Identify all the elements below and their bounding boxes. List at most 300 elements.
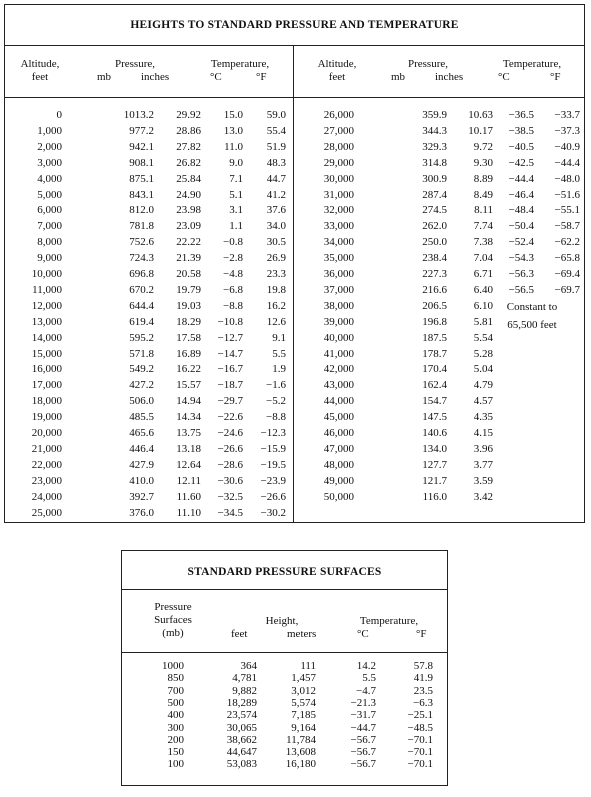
table-cell: 15.57 <box>176 379 201 392</box>
pressure-mb-header: mb <box>97 71 112 83</box>
table-cell: −33.7 <box>554 109 580 121</box>
table-cell: 5.1 <box>229 188 243 201</box>
table-cell: 10,000 <box>31 268 62 280</box>
table-cell: 16,000 <box>31 363 62 376</box>
table-cell: 9,000 <box>37 252 62 265</box>
table-cell: −65.8 <box>554 252 580 265</box>
table-cell: −58.7 <box>554 220 580 233</box>
table-cell: 427.9 <box>129 458 154 471</box>
pressure-header-line1: Pressure, <box>114 58 156 70</box>
table-cell: 16.2 <box>266 299 286 312</box>
table-cell: 13.18 <box>176 442 201 455</box>
table-cell: −6.8 <box>223 283 243 296</box>
table-cell: −48.5 <box>407 721 433 734</box>
table-cell: 39,000 <box>323 315 354 328</box>
table-cell: 20.58 <box>176 268 201 280</box>
table-cell: 5.81 <box>473 315 493 328</box>
table-cell: 27.82 <box>176 140 201 153</box>
table-cell: −10.8 <box>217 315 243 328</box>
table-cell: 6.71 <box>473 268 493 280</box>
table-cell: 238.4 <box>422 252 447 265</box>
table-cell: 9,164 <box>291 721 316 734</box>
heights-table <box>4 4 585 523</box>
table-cell: 7.04 <box>473 252 493 265</box>
temperature-header-right: Temperature, <box>502 58 562 70</box>
table-cell: 41.2 <box>266 188 286 201</box>
table-cell: 140.6 <box>422 427 447 439</box>
table-cell: −14.7 <box>217 347 243 360</box>
table-cell: −44.4 <box>508 172 534 185</box>
table-cell: 34.0 <box>266 220 286 233</box>
table-cell: −51.6 <box>554 188 580 201</box>
table-cell: 13.75 <box>176 427 201 439</box>
table-cell: 111 <box>300 660 316 672</box>
table-cell: 446.4 <box>129 442 154 455</box>
surfaces-title-divider <box>122 589 447 590</box>
pressure-inches-header: inches <box>141 71 170 83</box>
table-cell: 41.9 <box>413 672 433 685</box>
surfaces-pressure-line1: Pressure <box>154 601 192 613</box>
table-cell: 287.4 <box>422 188 447 201</box>
table-cell: 53,083 <box>226 758 257 771</box>
pressure-inches-header-right: inches <box>435 71 464 83</box>
table-cell: 465.6 <box>129 427 154 439</box>
table-cell: 595.2 <box>129 331 154 344</box>
surfaces-temp-c-header: °C <box>357 628 369 640</box>
table-cell: −4.7 <box>356 684 376 697</box>
table-cell: 619.4 <box>129 315 154 328</box>
table-cell: −52.4 <box>508 236 534 249</box>
table-cell: −29.7 <box>217 395 243 408</box>
table-cell: 31,000 <box>323 188 354 201</box>
table-cell: 16.89 <box>176 347 201 360</box>
table-cell: −31.7 <box>350 709 376 722</box>
table-cell: 38,000 <box>323 299 354 312</box>
table-cell: 11.60 <box>176 490 201 503</box>
table-cell: 23.3 <box>266 268 286 280</box>
table-cell: 15.0 <box>223 109 243 121</box>
table-cell: 670.2 <box>129 283 154 296</box>
table-cell: 200 <box>167 733 184 746</box>
table-cell: 25.84 <box>176 172 201 185</box>
table-cell: 121.7 <box>422 474 447 487</box>
table-cell: 46,000 <box>323 427 354 439</box>
table-cell: 48.3 <box>266 156 286 169</box>
table-cell: 26,000 <box>323 109 354 121</box>
table-cell: −44.7 <box>350 721 376 734</box>
table-cell: 427.2 <box>129 379 154 392</box>
constant-note-line1: Constant to <box>506 301 558 313</box>
table-cell: 32,000 <box>323 204 354 217</box>
table-cell: 17.58 <box>176 331 201 344</box>
table-cell: 55.4 <box>266 124 286 137</box>
temperature-c-header: °C <box>210 71 222 83</box>
table-cell: 329.3 <box>422 140 447 153</box>
table-cell: 18.29 <box>176 315 201 328</box>
table-cell: 178.7 <box>422 347 447 360</box>
table-cell: −26.6 <box>260 490 286 503</box>
table-cell: 45,000 <box>323 411 354 424</box>
table-cell: 10.17 <box>468 124 493 137</box>
table-cell: 11,000 <box>32 283 62 296</box>
table-cell: −18.7 <box>217 379 243 392</box>
table-cell: 6.40 <box>473 283 493 296</box>
table-cell: −4.8 <box>223 268 243 280</box>
table-cell: 400 <box>167 709 184 722</box>
table-cell: 4.35 <box>473 411 493 424</box>
table-cell: 147.5 <box>422 411 447 424</box>
table-cell: −6.3 <box>413 696 433 709</box>
table-cell: 57.8 <box>413 660 433 672</box>
table-cell: −38.5 <box>508 124 534 137</box>
table-cell: 50,000 <box>323 490 354 503</box>
table-cell: 12.64 <box>176 458 201 471</box>
table-cell: 1013.2 <box>123 109 154 121</box>
table-cell: 21.39 <box>176 252 201 265</box>
table-cell: 250.0 <box>422 236 447 249</box>
table-cell: 8.49 <box>473 188 493 201</box>
table-cell: −12.3 <box>260 427 286 439</box>
table-cell: −56.7 <box>350 733 376 746</box>
table-cell: −69.4 <box>554 268 580 280</box>
temperature-f-header-right: °F <box>550 71 561 83</box>
table-cell: 28.86 <box>176 124 201 137</box>
table-cell: 14,000 <box>31 331 62 344</box>
header-divider <box>5 97 584 98</box>
table-cell: −40.9 <box>554 140 580 153</box>
table-cell: 7.74 <box>473 220 493 233</box>
table-cell: 35,000 <box>323 252 354 265</box>
table-cell: 3.96 <box>473 442 493 455</box>
table-cell: 11,784 <box>286 733 316 746</box>
table-cell: 216.6 <box>422 283 447 296</box>
table-cell: 3,000 <box>37 156 62 169</box>
table-cell: 9,882 <box>232 684 257 697</box>
table-cell: −22.6 <box>217 411 243 424</box>
table-cell: 4,000 <box>37 172 62 185</box>
surfaces-temperature-header: Temperature, <box>359 615 419 627</box>
table-cell: −37.3 <box>554 124 580 137</box>
table-cell: 100 <box>167 758 184 771</box>
table-cell: 10.63 <box>468 109 493 121</box>
table-cell: 5,000 <box>37 188 62 201</box>
table-cell: 47,000 <box>323 442 354 455</box>
table-cell: 8.89 <box>473 172 493 185</box>
table-cell: 48,000 <box>323 458 354 471</box>
table-cell: −21.3 <box>350 696 376 709</box>
table-cell: 977.2 <box>129 124 154 137</box>
table-cell: 44.7 <box>266 172 286 185</box>
surfaces-pressure-line3: (mb) <box>162 627 184 639</box>
table-cell: 1,457 <box>291 672 316 685</box>
table-cell: 4.79 <box>473 379 493 392</box>
table-cell: 33,000 <box>323 220 354 233</box>
table-cell: 19.79 <box>176 283 201 296</box>
table-cell: 227.3 <box>422 268 447 280</box>
table-cell: 15,000 <box>31 347 62 360</box>
table-cell: −54.3 <box>508 252 534 265</box>
table-cell: 17,000 <box>31 379 62 392</box>
table-cell: −70.1 <box>407 758 433 771</box>
table-cell: 51.9 <box>266 140 286 153</box>
surfaces-meters-header: meters <box>287 628 317 640</box>
table-cell: 1.9 <box>272 363 286 376</box>
table-cell: 38,662 <box>226 733 257 746</box>
table-cell: 127.7 <box>422 458 447 471</box>
table-cell: 42,000 <box>323 363 354 376</box>
table-cell: 170.4 <box>422 363 447 376</box>
surfaces-pressure-line2: Surfaces <box>154 614 192 626</box>
table-cell: 4.57 <box>473 395 493 408</box>
table-cell: 850 <box>167 672 184 685</box>
table-cell: 30.5 <box>266 236 286 249</box>
table-cell: 23,574 <box>226 709 257 722</box>
table-cell: 59.0 <box>266 109 286 121</box>
table-cell: 812.0 <box>129 204 154 217</box>
altitude-header-right <box>307 58 367 84</box>
table-cell: 36,000 <box>323 268 354 280</box>
table-cell: 13,608 <box>285 746 316 759</box>
table-cell: 3.59 <box>473 474 493 487</box>
table-cell: 3,012 <box>291 684 316 697</box>
table-cell: 154.7 <box>422 395 447 408</box>
table-cell: −24.6 <box>217 427 243 439</box>
table-cell: 571.8 <box>129 347 154 360</box>
table-cell: 724.3 <box>129 252 154 265</box>
table-cell: 274.5 <box>422 204 447 217</box>
table-cell: 22.22 <box>176 236 201 249</box>
table-cell: 26.82 <box>176 156 201 169</box>
table-cell: 376.0 <box>129 506 154 519</box>
table-cell: 485.5 <box>129 411 154 424</box>
table-cell: 1,000 <box>37 124 62 137</box>
table-cell: 49,000 <box>323 474 354 487</box>
table-cell: 6.10 <box>473 299 493 312</box>
table-cell: −16.7 <box>217 363 243 376</box>
table-cell: −42.5 <box>508 156 534 169</box>
table-cell: 14.2 <box>356 660 376 672</box>
table-cell: 24.90 <box>176 188 201 201</box>
constant-note-line2: 65,500 feet <box>507 319 557 331</box>
table-cell: 26.9 <box>266 252 286 265</box>
table-cell: 41,000 <box>323 347 354 360</box>
pressure-mb-header-right: mb <box>391 71 406 83</box>
table-cell: 21,000 <box>31 442 62 455</box>
table-cell: 875.1 <box>129 172 154 185</box>
table-cell: 23.98 <box>176 204 201 217</box>
table-cell: 364 <box>240 660 257 672</box>
table-cell: 206.5 <box>422 299 447 312</box>
table-cell: −25.1 <box>407 709 433 722</box>
table-cell: 187.5 <box>422 331 447 344</box>
table-cell: 700 <box>167 684 184 697</box>
table-cell: 3.1 <box>229 204 243 217</box>
table-cell: 7.38 <box>473 236 493 249</box>
table-cell: 5.28 <box>473 347 493 360</box>
table-cell: 44,000 <box>323 395 354 408</box>
table-cell: 2,000 <box>37 140 62 153</box>
temperature-header: Temperature, <box>210 58 270 70</box>
table-cell: 11.10 <box>176 506 201 519</box>
heights-table-title: HEIGHTS TO STANDARD PRESSURE AND TEMPERATURE <box>130 19 459 31</box>
table-cell: −26.6 <box>217 442 243 455</box>
table-cell: −56.5 <box>508 283 534 296</box>
table-cell: −44.4 <box>554 156 580 169</box>
table-cell: 19.8 <box>266 283 286 296</box>
table-cell: −50.4 <box>508 220 534 233</box>
table-cell: 5.04 <box>473 363 493 376</box>
table-cell: −32.5 <box>217 490 243 503</box>
altitude-header-line1: Altitude, <box>20 58 60 70</box>
table-cell: −0.8 <box>223 236 243 249</box>
table-cell: 549.2 <box>129 363 154 376</box>
table-cell: 644.4 <box>129 299 154 312</box>
table-cell: 4,781 <box>232 672 257 685</box>
table-cell: 11.0 <box>224 140 243 153</box>
table-cell: −56.3 <box>508 268 534 280</box>
table-cell: 40,000 <box>323 331 354 344</box>
altitude-header-line2: feet <box>31 71 49 83</box>
table-cell: 30,000 <box>323 172 354 185</box>
table-cell: 7,185 <box>291 709 316 722</box>
table-cell: 18,000 <box>31 395 62 408</box>
table-cell: −19.5 <box>260 458 286 471</box>
table-cell: 8.11 <box>474 204 493 217</box>
table-cell: −34.5 <box>217 506 243 519</box>
table-cell: 12.6 <box>266 315 286 328</box>
table-cell: −56.7 <box>350 758 376 771</box>
table-cell: −2.8 <box>223 252 243 265</box>
table-cell: 19.03 <box>176 299 201 312</box>
table-cell: 5.5 <box>272 347 286 360</box>
temperature-c-header-right: °C <box>498 71 510 83</box>
table-cell: 300.9 <box>422 172 447 185</box>
altitude-header-right-line2: feet <box>328 71 346 83</box>
table-cell: 843.1 <box>129 188 154 201</box>
table-cell: 23,000 <box>31 474 62 487</box>
table-cell: 9.1 <box>272 331 286 344</box>
table-cell: −48.4 <box>508 204 534 217</box>
table-cell: 7.1 <box>229 172 243 185</box>
table-cell: −56.7 <box>350 746 376 759</box>
surfaces-header-divider <box>122 652 447 653</box>
table-cell: 5.5 <box>362 672 376 685</box>
table-cell: −40.5 <box>508 140 534 153</box>
table-cell: 506.0 <box>129 395 154 408</box>
table-cell: 196.8 <box>422 315 447 328</box>
table-cell: 5,574 <box>291 696 316 709</box>
table-cell: 25,000 <box>31 506 62 519</box>
table-cell: −69.7 <box>554 283 580 296</box>
table-cell: 37.6 <box>266 204 286 217</box>
table-cell: −62.2 <box>554 236 580 249</box>
table-cell: 134.0 <box>422 442 447 455</box>
pressure-header <box>85 58 185 71</box>
surfaces-temp-f-header: °F <box>416 628 427 640</box>
table-cell: 5.54 <box>473 331 493 344</box>
table-cell: 1.1 <box>229 220 243 233</box>
table-cell: 16,180 <box>285 758 316 771</box>
table-cell: 14.34 <box>176 411 201 424</box>
table-cell: 12.11 <box>176 474 201 487</box>
table-cell: 29.92 <box>176 109 201 121</box>
table-cell: 3.77 <box>473 458 493 471</box>
table-cell: 24,000 <box>31 490 62 503</box>
table-cell: 7,000 <box>37 220 62 233</box>
table-cell: 9.72 <box>473 140 493 153</box>
table-cell: 3.42 <box>473 490 493 503</box>
surfaces-height-header: Height, <box>265 615 299 627</box>
table-cell: 359.9 <box>422 109 447 121</box>
table-cell: −55.1 <box>554 204 580 217</box>
altitude-header-right-line1: Altitude, <box>317 58 357 70</box>
table-cell: 752.6 <box>129 236 154 249</box>
table-cell: 162.4 <box>422 379 447 392</box>
table-cell: 0 <box>56 109 62 121</box>
table-cell: 22,000 <box>31 458 62 471</box>
table-cell: −70.1 <box>407 733 433 746</box>
table-cell: −36.5 <box>508 109 534 121</box>
table-cell: 34,000 <box>323 236 354 249</box>
table-cell: 16.22 <box>176 363 201 376</box>
table-cell: 37,000 <box>323 283 354 296</box>
table-cell: 392.7 <box>129 490 154 503</box>
table-cell: 27,000 <box>323 124 354 137</box>
temperature-f-header: °F <box>256 71 267 83</box>
table-cell: −46.4 <box>508 188 534 201</box>
table-cell: −12.7 <box>217 331 243 344</box>
table-cell: 500 <box>167 696 184 709</box>
table-cell: 8,000 <box>37 236 62 249</box>
table-cell: 150 <box>167 746 184 759</box>
table-cell: 19,000 <box>31 411 62 424</box>
table-cell: 44,647 <box>226 746 257 759</box>
table-cell: 30,065 <box>226 721 257 734</box>
table-cell: −70.1 <box>407 746 433 759</box>
table-cell: −1.6 <box>266 379 286 392</box>
table-cell: 9.0 <box>229 156 243 169</box>
table-cell: 942.1 <box>129 140 154 153</box>
table-cell: 410.0 <box>129 474 154 487</box>
table-cell: 300 <box>167 721 184 734</box>
table-cell: 344.3 <box>422 124 447 137</box>
table-cell: 28,000 <box>323 140 354 153</box>
table-cell: 23.5 <box>413 684 433 697</box>
table-cell: 314.8 <box>422 156 447 169</box>
table-cell: 1000 <box>162 660 184 672</box>
table-cell: 14.94 <box>176 395 201 408</box>
table-cell: −28.6 <box>217 458 243 471</box>
table-cell: 781.8 <box>129 220 154 233</box>
table-cell: −30.6 <box>217 474 243 487</box>
table-cell: 13,000 <box>31 315 62 328</box>
surfaces-table <box>121 550 448 786</box>
title-divider <box>5 45 584 46</box>
table-cell: 23.09 <box>176 220 201 233</box>
table-cell: −8.8 <box>266 411 286 424</box>
surfaces-feet-header: feet <box>231 628 248 640</box>
table-cell: −48.0 <box>554 172 580 185</box>
table-cell: 9.30 <box>473 156 493 169</box>
table-cell: 6,000 <box>37 204 62 217</box>
surfaces-table-title: STANDARD PRESSURE SURFACES <box>187 566 382 578</box>
altitude-header <box>15 58 65 84</box>
table-cell: 18,289 <box>226 696 257 709</box>
table-cell: 13.0 <box>223 124 243 137</box>
table-cell: 20,000 <box>31 427 62 439</box>
table-cell: −5.2 <box>266 395 286 408</box>
table-cell: −8.8 <box>223 299 243 312</box>
